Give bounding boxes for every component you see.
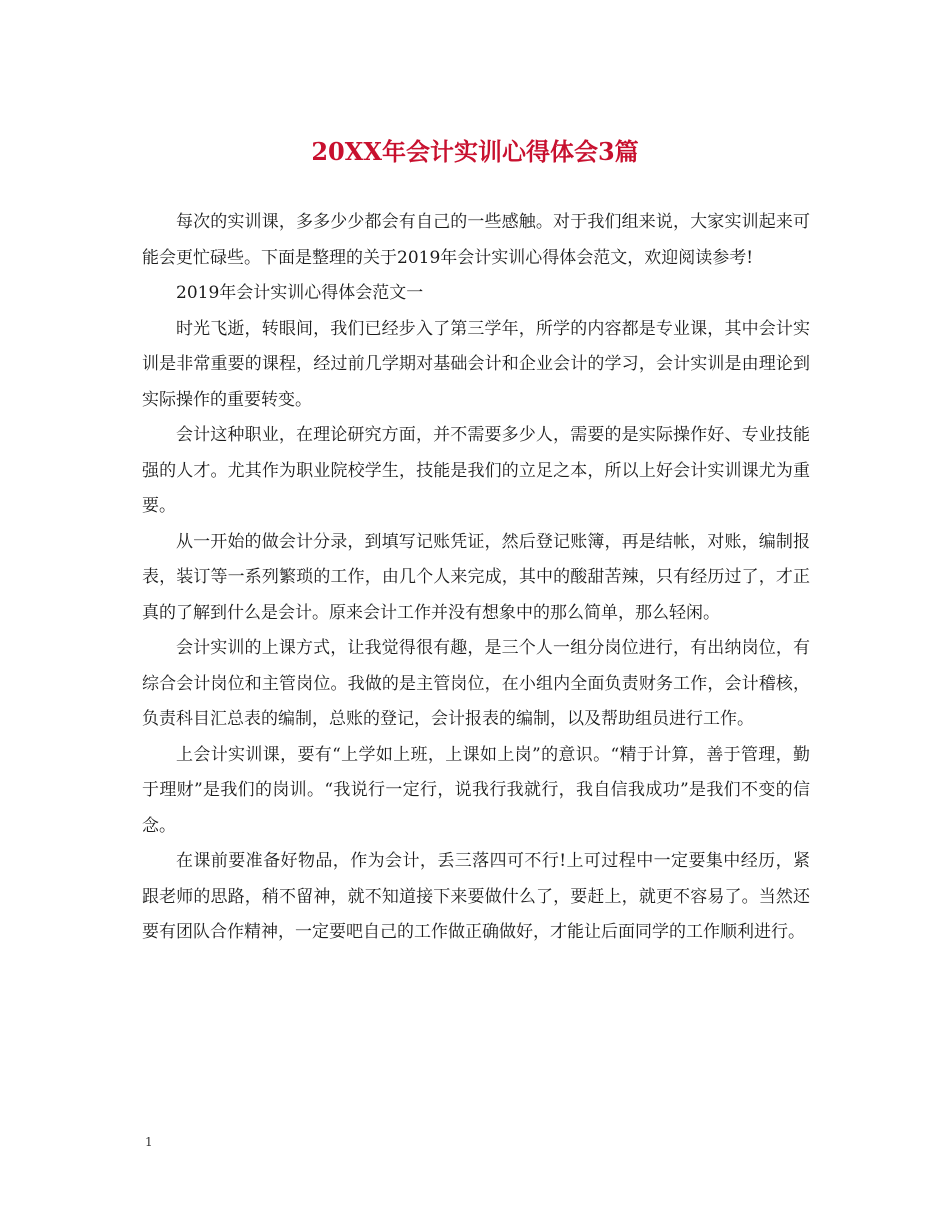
- body-paragraph: 从一开始的做会计分录，到填写记账凭证，然后登记账簿，再是结帐，对账，编制报表，装订等一系列繁琐的工作，由几个人来完成，其中的酸甜苦辣，只有经历过了，才正真的了解到什么是会计。原来会计工作并没有想象中的那么简单，那么轻闲。: [142, 531, 810, 623]
- body-paragraph: 在课前要准备好物品，作为会计，丢三落四可不行!上可过程中一定要集中经历，紧跟老师的思路，稍不留神，就不知道接下来要做什么了，要赶上，就更不容易了。当然还要有团队合作精神，一定要吧自己的工作做正确做好，才能让后面同学的工作顺利进行。: [142, 851, 810, 942]
- document-title: 20XX年会计实训心得体会3篇: [311, 137, 639, 166]
- body-paragraph: 会计实训的上课方式，让我觉得很有趣，是三个人一组分岗位进行，有出纳岗位，有综合会计岗位和主管岗位。我做的是主管岗位，在小组内全面负责财务工作，会计稽核，负责科目汇总表的编制，总账的登记，会计报表的编制，以及帮助组员进行工作。: [142, 638, 810, 729]
- section-heading: 2019年会计实训心得体会范文一: [176, 283, 424, 303]
- page-number: 1: [145, 1135, 153, 1149]
- intro-paragraph: 每次的实训课，多多少少都会有自己的一些感触。对于我们组来说，大家实训起来可能会更忙碌些。下面是整理的关于2019年会计实训心得体会范文，欢迎阅读参考!: [142, 212, 810, 268]
- document-body: [142, 205, 810, 951]
- body-paragraph: 时光飞逝，转眼间，我们已经步入了第三学年，所学的内容都是专业课，其中会计实训是非常重要的课程，经过前几学期对基础会计和企业会计的学习，会计实训是由理论到实际操作的重要转变。: [142, 318, 810, 410]
- body-paragraph: 会计这种职业，在理论研究方面，并不需要多少人，需要的是实际操作好、专业技能强的人才。尤其作为职业院校学生，技能是我们的立足之本，所以上好会计实训课尤为重要。: [142, 425, 810, 516]
- body-paragraph: 上会计实训课，要有“上学如上班，上课如上岗”的意识。“精于计算，善于管理，勤于理财”是我们的岗训。“我说行一定行，说我行我就行，我自信我成功”是我们不变的信念。: [142, 744, 810, 836]
